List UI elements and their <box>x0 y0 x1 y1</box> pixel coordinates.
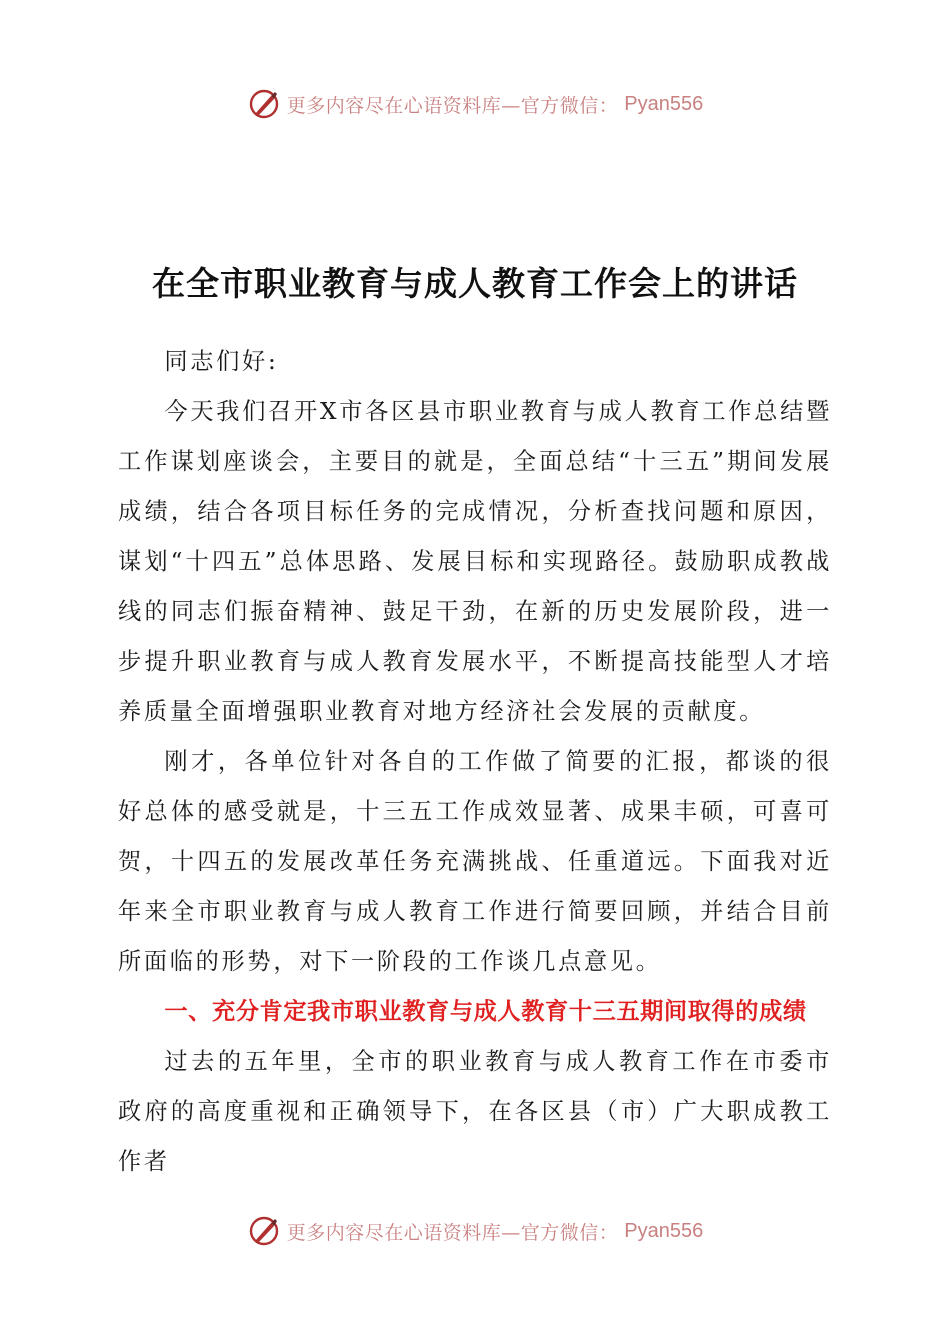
section-heading: 一、充分肯定我市职业教育与成人教育十三五期间取得的成绩 <box>164 998 807 1025</box>
paragraph-section-1: 过去的五年里，全市的职业教育与成人教育工作在市委市政府的高度重视和正确领导下，在各区县（市）广大职成教工作者 <box>118 1048 832 1175</box>
watermark-text: 更多内容尽在心语资料库—官方微信： <box>286 94 619 117</box>
watermark-wechat-id: Pyan556 <box>624 92 704 115</box>
document-body <box>118 337 832 1187</box>
watermark-wechat-id: Pyan556 <box>624 1219 704 1242</box>
pen-logo-icon <box>247 1214 281 1248</box>
watermark-banner-top <box>0 84 950 124</box>
paragraph-intro: 今天我们召开X市各区县市职业教育与成人教育工作总结暨工作谋划座谈会，主要目的就是，全面总结“十三五”期间发展成绩，结合各项目标任务的完成情况，分析查找问题和原因，谋划“十四五”总体思路、发展目标和实现路径。鼓励职成教战线的同志们振奋精神、鼓足干劲，在新的历史发展阶段，进一步提升职业教育与成人教育发展水平，不断提高技能型人才培养质量全面增强职业教育对地方经济社会发展的贡献度。 <box>118 398 832 725</box>
paragraph-summary: 刚才，各单位针对各自的工作做了简要的汇报，都谈的很好总体的感受就是，十三五工作成效显著、成果丰硕，可喜可贺，十四五的发展改革任务充满挑战、任重道远。下面我对近年来全市职业教育与成人教育工作进行简要回顾，并结合目前所面临的形势，对下一阶段的工作谈几点意见。 <box>118 748 832 975</box>
document-title: 在全市职业教育与成人教育工作会上的讲话 <box>152 264 798 303</box>
paragraph-greeting: 同志们好: <box>164 348 279 375</box>
pen-logo-icon <box>247 87 281 121</box>
watermark-banner-bottom <box>0 1211 950 1251</box>
watermark-text: 更多内容尽在心语资料库—官方微信： <box>286 1221 619 1244</box>
